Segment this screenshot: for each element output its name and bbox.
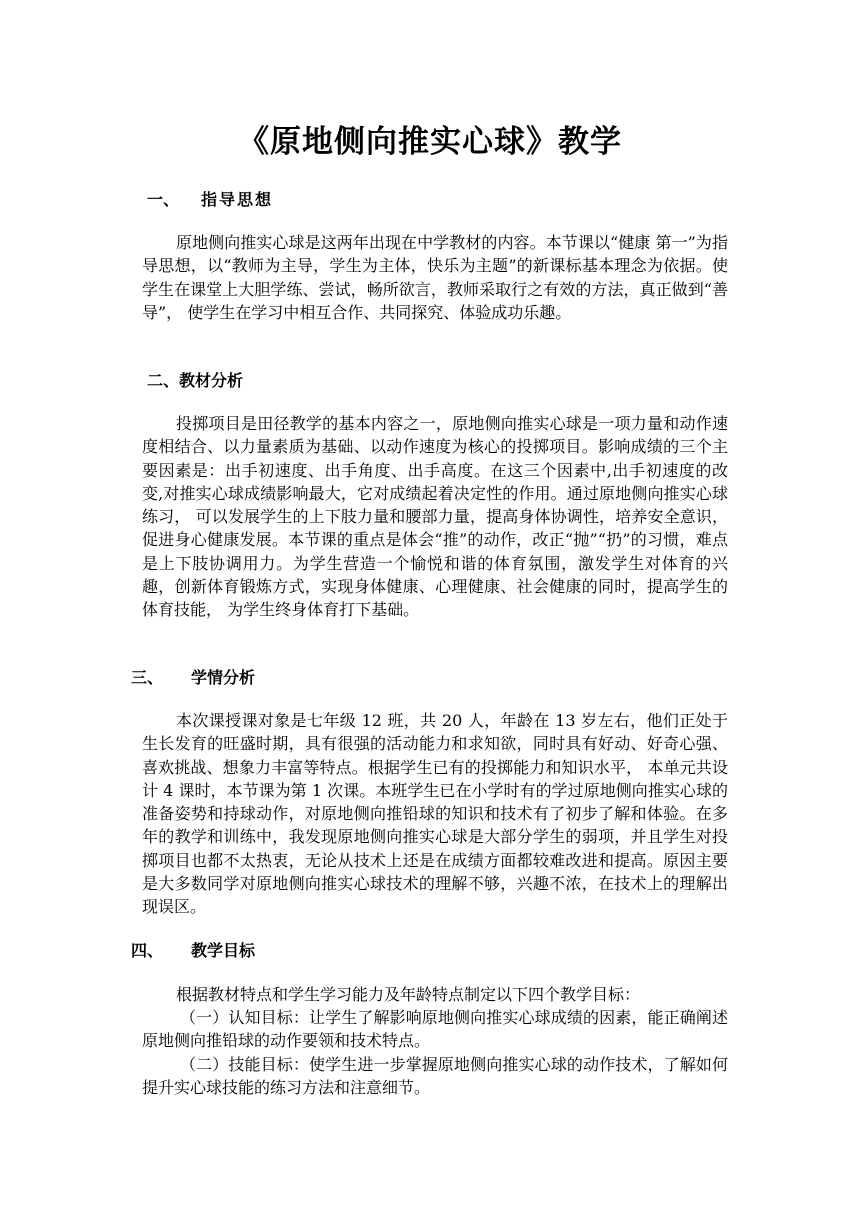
paragraph: （一）认知目标：让学生了解影响原地侧向推实心球成绩的因素，能正确阐述原地侧向推铅球的动作要领和技术特点。 — [142, 1008, 728, 1051]
paragraph: （二）技能目标：使学生进一步掌握原地侧向推实心球的动作技术，了解如何提升实心球技能的练习方法和注意细节。 — [142, 1055, 728, 1098]
section-heading-3 — [131, 665, 255, 688]
section-title: 学情分析 — [191, 668, 256, 687]
section-title: 教材分析 — [179, 371, 244, 390]
section-number: 一、 — [147, 190, 180, 209]
paragraph: 根据教材特点和学生学习能力及年龄特点制定以下四个教学目标： — [176, 985, 641, 1004]
paragraph: 本次课授课对象是七年级 12 班，共 20 人，年龄在 13 岁左右，他们正处于生长发育的旺盛时期，具有很强的活动能力和求知欲，同时具有好动、好奇心强、喜欢挑战、想象力丰富等特点。根据学生已有的投掷能力和知识水平， 本单元共设计 4 课时，本节课为第 1 次课。本班学生已在小学时有的学过原地侧向推实心球的准备姿势和持球动作，对原地侧向推铅球的知识和技术有了初步了解和体验。在多年的教学和训练中，我发现原地侧向推实心球是大部分学生的弱项，并且学生对投掷项目也都不太热衷，无论从技术上还是在成绩方面都较难改进和提高。原因主要是大多数同学对原地侧向推实心球技术的理解不够，兴趣不浓，在技术上的理解出现误区。 — [142, 711, 728, 917]
paragraph: 原地侧向推实心球是这两年出现在中学教材的内容。本节课以“健康 第一”为指导思想，以“教师为主导，学生为主体，快乐为主题”的新课标基本理念为依据。使学生在课堂上大胆学练、尝试，畅所欲言，教师采取行之有效的方法，真正做到“善导”， 使学生在学习中相互合作、共同探究、体验成功乐趣。 — [142, 233, 728, 322]
section-title: 教学目标 — [191, 941, 256, 960]
section-title: 指导思想 — [201, 190, 274, 209]
document-title: 《原地侧向推实心球》教学 — [238, 124, 622, 160]
section-number: 三、 — [131, 668, 164, 687]
section-heading-2 — [147, 368, 243, 391]
section-heading-4 — [131, 938, 255, 961]
section-heading-1 — [147, 187, 273, 210]
section-number: 二、 — [147, 371, 180, 390]
paragraph: 投掷项目是田径教学的基本内容之一，原地侧向推实心球是一项力量和动作速度相结合、以力量素质为基础、以动作速度为核心的投掷项目。影响成绩的三个主要因素是：出手初速度、出手角度、出手高度。在这三个因素中,出手初速度的改变,对推实心球成绩影响最大，它对成绩起着决定性的作用。通过原地侧向推实心球练习， 可以发展学生的上下肢力量和腰部力量，提高身体协调性，培养安全意识，促进身心健康发展。本节课的重点是体会“推”的动作，改正“抛”“扔”的习惯，难点是上下肢协调用力。为学生营造一个愉悦和谐的体育氛围，激发学生对体育的兴趣，创新体育锻炼方式，实现身体健康、心理健康、社会健康的同时，提高学生的体育技能， 为学生终身体育打下基础。 — [142, 414, 728, 620]
section-number: 四、 — [131, 941, 164, 960]
